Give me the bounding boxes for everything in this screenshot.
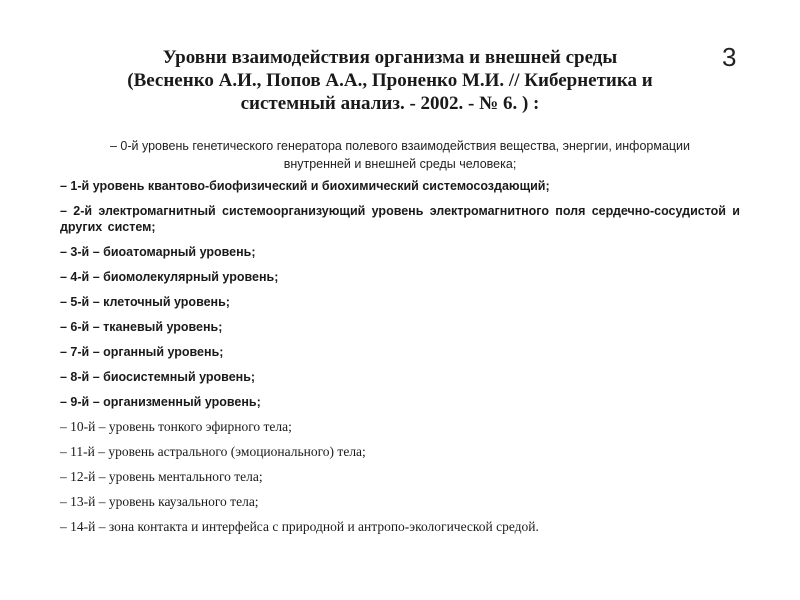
level-item-14: – 14-й – зона контакта и интерфейса с природной и антропо-экологической средой. <box>60 519 539 534</box>
title-line-3: системный анализ. - 2002. - № 6. ) : <box>240 93 540 114</box>
intro-line-1: – 0-й уровень генетического генератора полевого взаимодействия вещества, энергии, информации <box>109 139 691 153</box>
level-item-1: – 1-й уровень квантово-биофизический и биохимический системосоздающий; <box>60 179 550 193</box>
level-item-10: – 10-й – уровень тонкого эфирного тела; <box>60 419 292 434</box>
level-item-5: – 5-й – клеточный уровень; <box>60 295 230 309</box>
intro-line-2: внутренней и внешней среды человека; <box>283 157 517 171</box>
level-item-9: – 9-й – организменный уровень; <box>60 395 261 409</box>
level-item-12: – 12-й – уровень ментального тела; <box>60 469 263 484</box>
level-item-7: – 7-й – органный уровень; <box>60 345 224 359</box>
title-line-1: Уровни взаимодействия организма и внешней среды <box>162 47 618 68</box>
title-line-2: (Весненко А.И., Попов А.А., Проненко М.И. // Кибернетика и <box>127 70 653 91</box>
slide-number: 3 <box>722 42 737 72</box>
level-item-6: – 6-й – тканевый уровень; <box>60 320 223 334</box>
slide-title <box>60 46 720 115</box>
level-item-11: – 11-й – уровень астрального (эмоционального) тела; <box>60 444 366 459</box>
level-item-2: – 2-й электромагнитный системоорганизующий уровень электромагнитного поля сердечно-сосудистой и других систем; <box>60 204 740 234</box>
levels-list <box>60 178 740 544</box>
level-item-8: – 8-й – биосистемный уровень; <box>60 370 256 384</box>
level-item-4: – 4-й – биомолекулярный уровень; <box>60 270 279 284</box>
level-item-3: – 3-й – биоатомарный уровень; <box>60 245 256 259</box>
intro-paragraph <box>60 137 740 173</box>
level-item-13: – 13-й – уровень каузального тела; <box>60 494 259 509</box>
